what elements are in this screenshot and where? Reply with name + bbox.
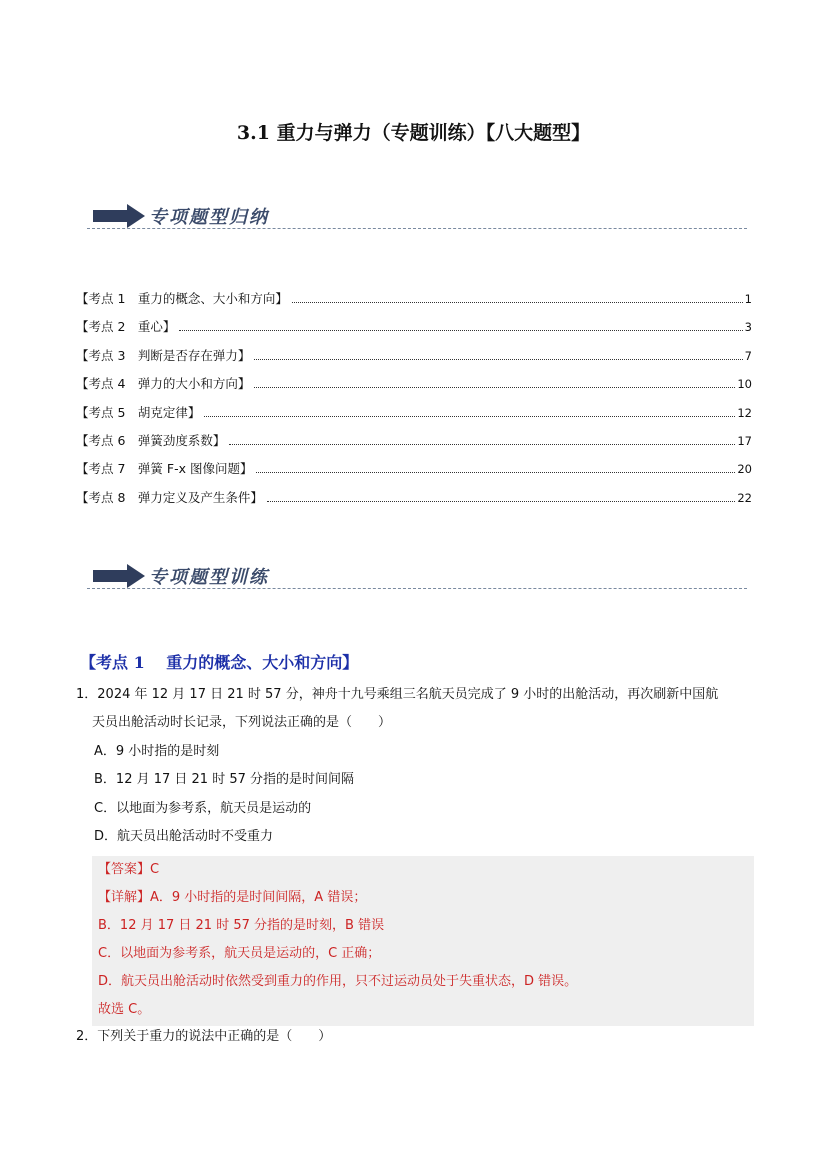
question-text: 天员出舱活动时长记录，下列说法正确的是（ ）: [92, 715, 392, 730]
question-text: 1．2024 年 12 月 17 日 21 时 57 分，神舟十九号乘组三名航天员完成了 9 小时的出舱活动，再次刷新中国航: [76, 687, 719, 702]
banner-text: 专项题型训练: [149, 567, 269, 588]
toc-leader-dots: [229, 444, 735, 445]
banner-text: 专项题型归纳: [149, 207, 269, 228]
page-title: 3.1 重力与弹力（专题训练）【八大题型】: [236, 122, 591, 144]
toc-entry-label: 【考点 7 弹簧 F-x 图像问题】: [76, 461, 253, 477]
toc-entry-page: 7: [744, 348, 752, 363]
toc-entry-label: 【考点 5 胡克定律】: [76, 404, 201, 420]
divider: [87, 588, 747, 589]
section-heading: 【考点 1 重力的概念、大小和方向】: [80, 653, 359, 672]
toc-entry[interactable]: [76, 346, 752, 374]
option-b: B．12 月 17 日 21 时 57 分指的是时间间隔: [94, 772, 355, 787]
toc-entry-page: 1: [744, 292, 752, 306]
toc-entry-label: 【考点 1 重力的概念、大小和方向】: [76, 291, 288, 306]
toc-entry-page: 17: [737, 433, 752, 448]
divider: [87, 228, 747, 229]
option-d: D．航天员出舱活动时不受重力: [94, 829, 274, 844]
option-c: C．以地面为参考系，航天员是运动的: [94, 801, 312, 816]
detail-text: B．12 月 17 日 21 时 57 分指的是时刻，B 错误: [98, 918, 385, 933]
toc-entry-label: 【考点 6 弹簧劲度系数】: [76, 432, 226, 448]
detail-text: 故选 C。: [98, 1002, 151, 1017]
table-of-contents: [76, 289, 752, 516]
toc-leader-dots: [179, 330, 742, 331]
toc-entry-page: 12: [737, 405, 752, 420]
toc-leader-dots: [254, 387, 735, 388]
arrow-icon: [93, 204, 145, 228]
question-text: 2．下列关于重力的说法中正确的是（ ）: [76, 1029, 332, 1044]
toc-entry[interactable]: [76, 374, 752, 402]
toc-entry[interactable]: [76, 459, 752, 487]
answer-text: 【答案】C: [98, 862, 160, 877]
detail-text: D．航天员出舱活动时依然受到重力的作用，只不过运动员处于失重状态，D 错误。: [98, 974, 578, 989]
toc-leader-dots: [267, 501, 735, 502]
toc-entry[interactable]: [76, 317, 752, 345]
section-banner-training: [87, 560, 747, 594]
section-banner-summary: [87, 200, 747, 234]
toc-entry-page: 20: [737, 462, 752, 477]
detail-text: C．以地面为参考系，航天员是运动的，C 正确；: [98, 946, 381, 961]
answer-box: [92, 856, 754, 1026]
toc-entry-label: 【考点 4 弹力的大小和方向】: [76, 376, 251, 392]
toc-leader-dots: [292, 302, 743, 303]
toc-leader-dots: [256, 472, 735, 473]
toc-entry-page: 10: [737, 377, 752, 392]
toc-leader-dots: [254, 359, 742, 360]
toc-entry[interactable]: [76, 403, 752, 431]
arrow-icon: [93, 564, 145, 588]
detail-text: 【详解】A．9 小时指的是时间间隔，A 错误；: [98, 890, 367, 905]
toc-entry-label: 【考点 3 判断是否存在弹力】: [76, 347, 251, 363]
toc-leader-dots: [204, 416, 735, 417]
toc-entry-page: 3: [744, 320, 752, 335]
option-a: A．9 小时指的是时刻: [94, 744, 220, 759]
toc-entry[interactable]: [76, 431, 752, 459]
toc-entry-label: 【考点 8 弹力定义及产生条件】: [76, 489, 263, 505]
toc-entry-page: 22: [737, 490, 752, 505]
toc-entry[interactable]: [76, 488, 752, 516]
toc-entry-label: 【考点 2 重心】: [76, 319, 176, 335]
toc-entry[interactable]: [76, 289, 752, 317]
